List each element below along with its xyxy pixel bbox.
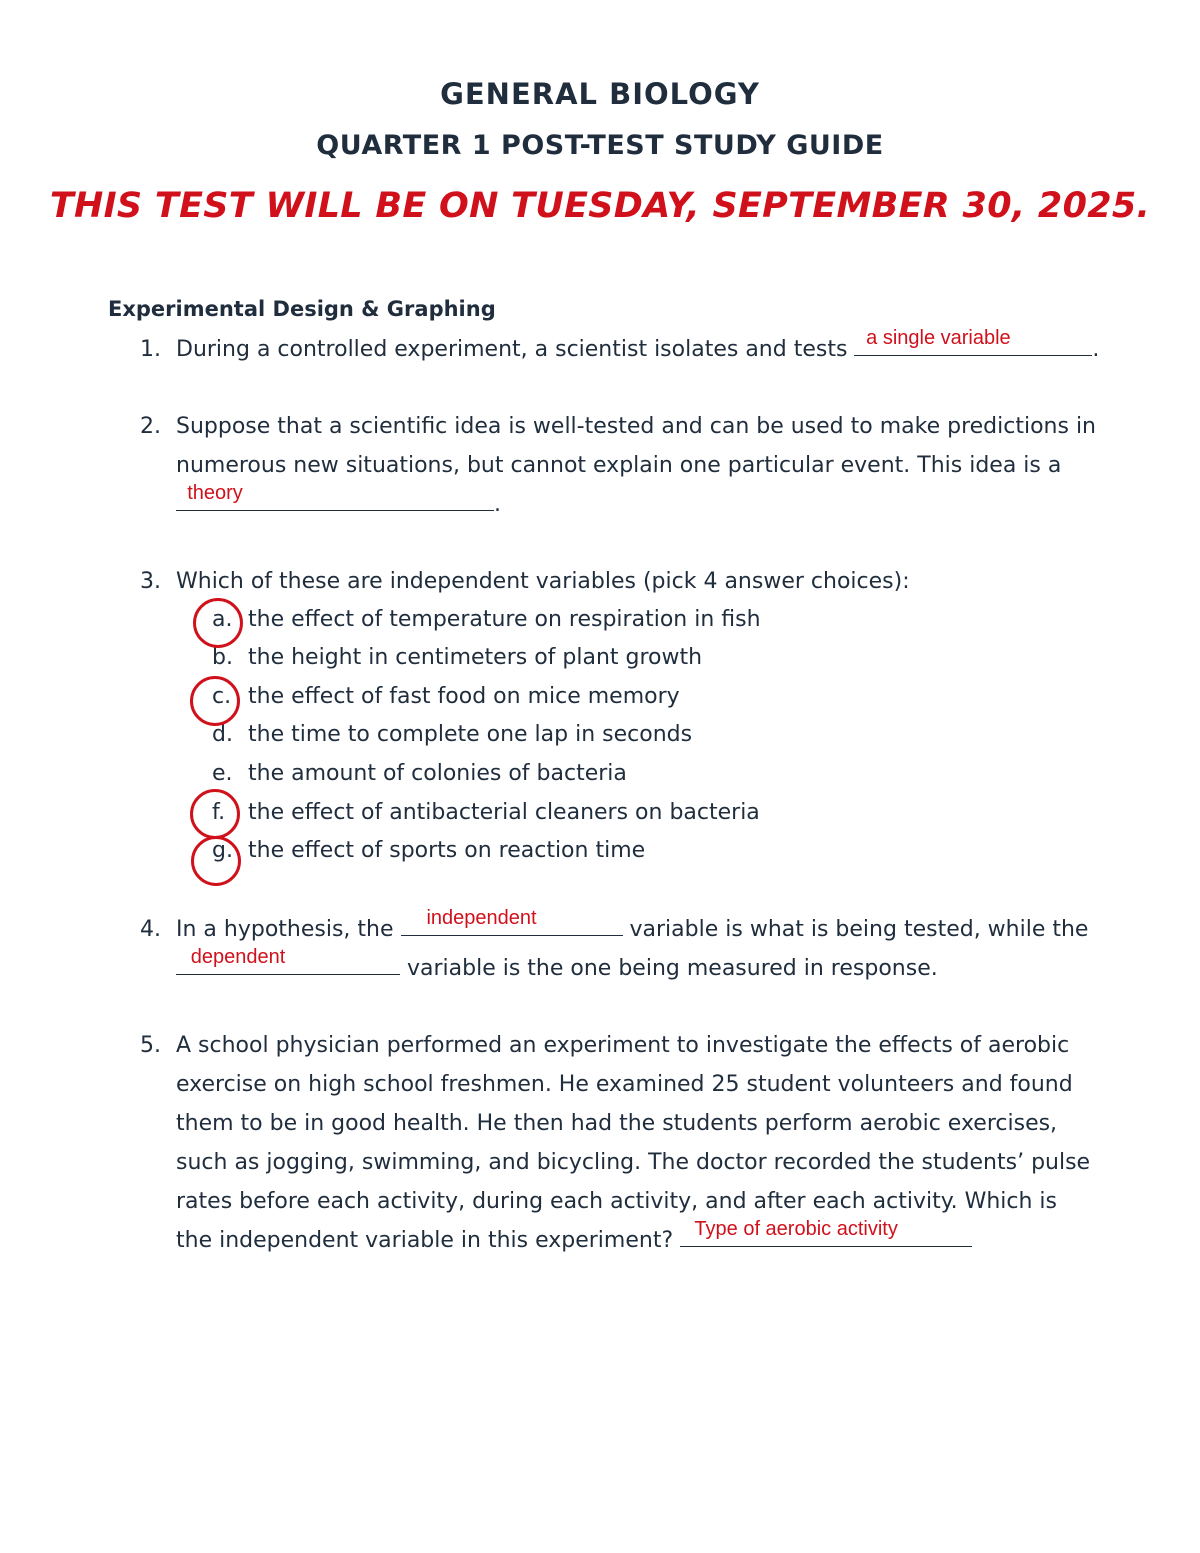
option-letter: d. [212, 722, 233, 747]
question-text-line: such as jogging, swimming, and bicycling. The doctor recorded the students’ pulse [176, 1150, 1091, 1175]
question-text: During a controlled experiment, a scientist isolates and tests [176, 337, 855, 362]
option-text: the effect of antibacterial cleaners on bacteria [248, 800, 760, 825]
question-number: 2. [140, 414, 161, 439]
question-number: 3. [140, 569, 161, 594]
test-date-notice: THIS TEST WILL BE ON TUESDAY, SEPTEMBER 30, 2025. [49, 186, 1151, 226]
document-subtitle: QUARTER 1 POST-TEST STUDY GUIDE [316, 130, 884, 161]
question-4: 4. In a hypothesis, the independent variable is what is being tested, while the dependent variable is the one being measured in response. [140, 910, 1140, 990]
option-letter: b. [212, 645, 233, 670]
answer-blank [176, 946, 400, 975]
handwritten-answer: a single variable [866, 327, 1011, 349]
option-letter: a. [212, 607, 233, 632]
option-letter: e. [212, 761, 233, 786]
answer-blank [401, 907, 623, 936]
section-heading: Experimental Design & Graphing [108, 297, 496, 321]
selection-circle-g [191, 836, 241, 886]
option-text: the effect of fast food on mice memory [248, 684, 680, 709]
option-letter: f. [212, 800, 226, 825]
question-number: 4. [140, 917, 161, 942]
question-text-line: rates before each activity, during each activity, and after each activity. Which is [176, 1189, 1057, 1214]
selection-circle-c [190, 676, 240, 726]
answer-blank [854, 327, 1092, 356]
handwritten-answer: Type of aerobic activity [694, 1218, 898, 1240]
option-letter: c. [212, 684, 232, 709]
question-1: 1. During a controlled experiment, a scientist isolates and tests a single variable . [140, 330, 1140, 370]
document-title: GENERAL BIOLOGY [440, 77, 760, 111]
question-number: 5. [140, 1033, 161, 1058]
option-text: the height in centimeters of plant growth [248, 645, 703, 670]
question-text-line: numerous new situations, but cannot explain one particular event. This idea is a [176, 453, 1062, 478]
question-text-line: them to be in good health. He then had the students perform aerobic exercises, [176, 1111, 1058, 1136]
question-text-line: exercise on high school freshmen. He examined 25 student volunteers and found [176, 1072, 1073, 1097]
handwritten-answer: independent [426, 907, 537, 929]
question-2: 2. Suppose that a scientific idea is well-tested and can be used to make predictions in numerous new situations, but cannot explain one particular event. This idea is a theory . [140, 407, 1140, 527]
question-3 [140, 562, 1140, 602]
handwritten-answer: theory [187, 482, 243, 504]
handwritten-answer: dependent [190, 946, 286, 968]
question-text-line: A school physician performed an experiment to investigate the effects of aerobic [176, 1033, 1070, 1058]
selection-circle-a [193, 598, 243, 648]
option-text: the effect of temperature on respiration in fish [248, 607, 761, 632]
question-text: Which of these are independent variables (pick 4 answer choices): [176, 569, 910, 594]
option-text: the amount of colonies of bacteria [248, 761, 627, 786]
answer-blank [680, 1218, 972, 1247]
option-letter: g. [212, 838, 233, 863]
question-text-line: Suppose that a scientific idea is well-tested and can be used to make predictions in [176, 414, 1097, 439]
selection-circle-f [190, 789, 240, 839]
option-text: the effect of sports on reaction time [248, 838, 646, 863]
option-text: the time to complete one lap in seconds [248, 722, 693, 747]
answer-blank [176, 482, 494, 511]
question-5: 5. A school physician performed an experiment to investigate the effects of aerobic exercise on high school freshmen. He examined 25 student volunteers and found them to be in good health. He then had the students perform aerobic exercises, such as jogging, swimming, and bicycling. The doctor recorded the students’ pulse rates before each activity, during each activity, and after each activity. Which is the independent variable in this experiment? Type of aerobic activity [140, 1026, 1140, 1266]
question-number: 1. [140, 337, 161, 362]
